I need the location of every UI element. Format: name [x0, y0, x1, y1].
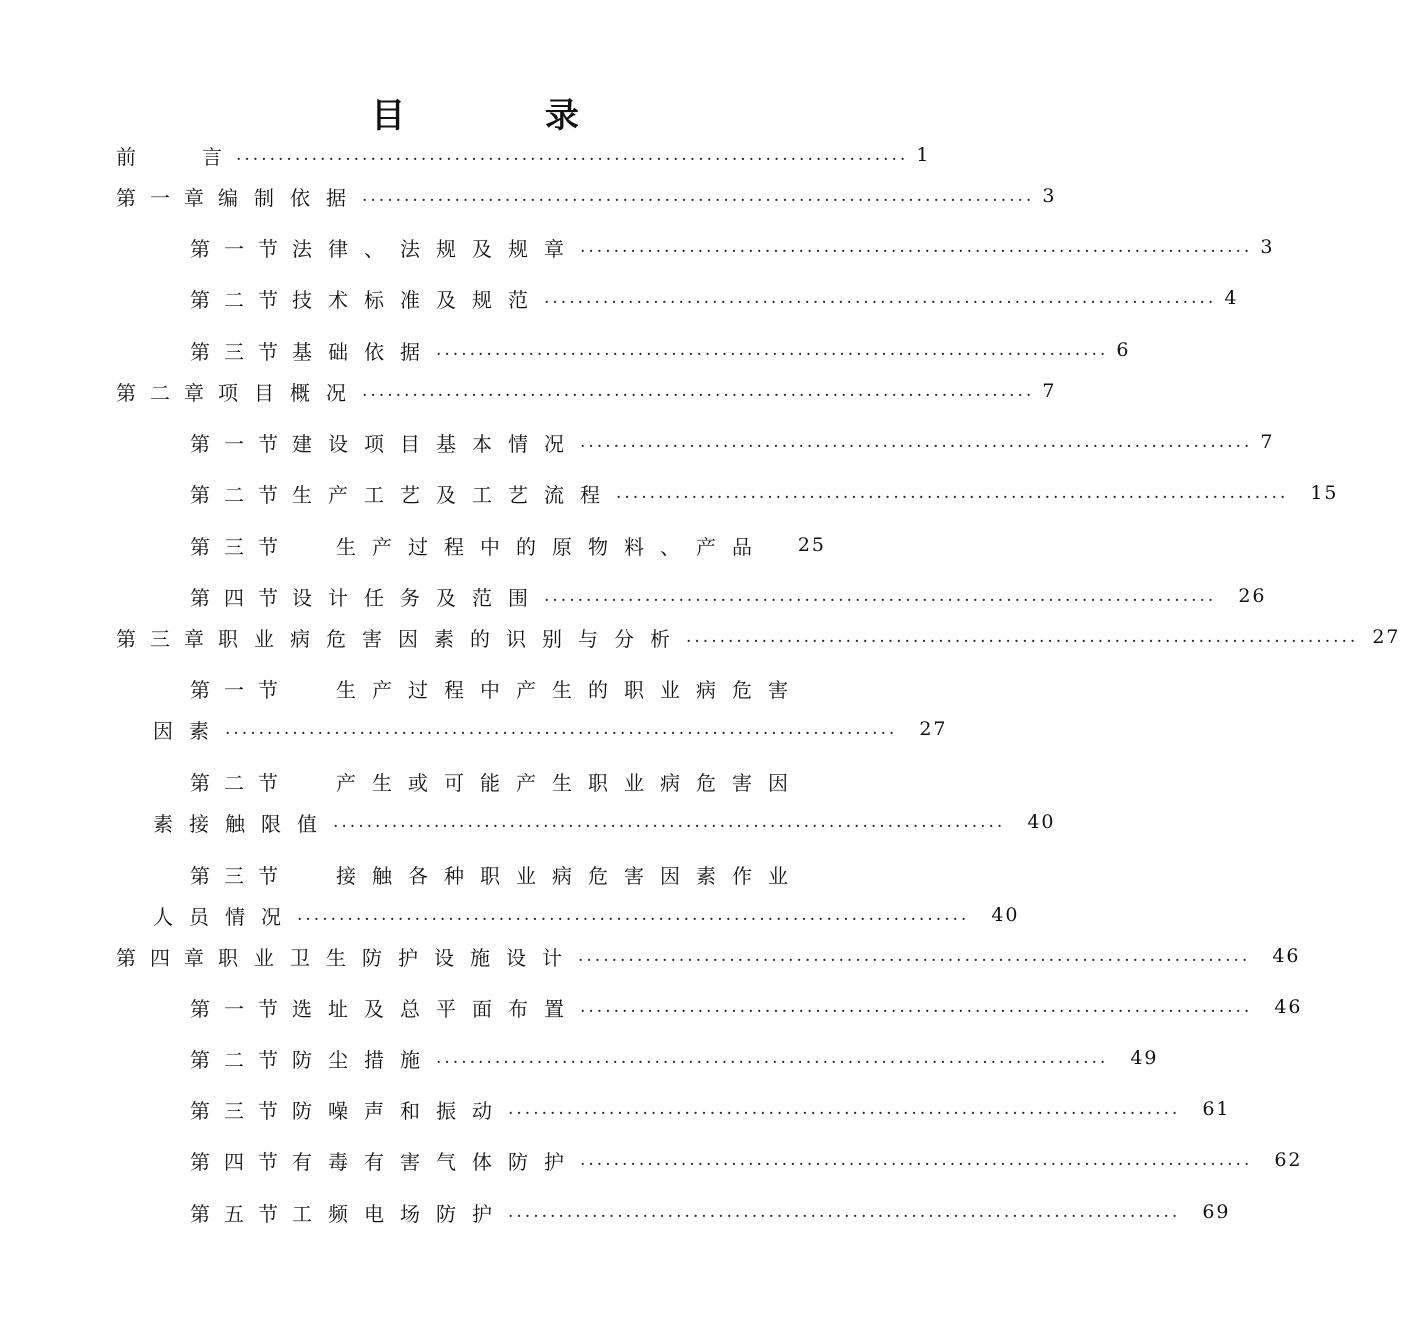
- entry-title: 法律、法规及规章: [292, 236, 580, 261]
- entry-title: 工频电场防护: [292, 1201, 508, 1226]
- toc-entry-continuation[interactable]: [153, 807, 1056, 837]
- section-label: 第一节: [190, 677, 292, 702]
- toc-entry-continuation[interactable]: [153, 900, 1020, 930]
- entry-title: 职业卫生防护设施设计: [218, 945, 578, 970]
- leader-dots: ................................................................................: [436, 340, 1109, 360]
- leader-dots: ................................................................................: [362, 186, 1035, 206]
- entry-title: 选址及总平面布置: [292, 996, 580, 1021]
- toc-entry-section[interactable]: [190, 478, 1339, 508]
- leader-dots: ................................................................................: [362, 381, 1035, 401]
- toc-entry-chapter[interactable]: [116, 181, 1057, 211]
- leader-dots: ................................................................................: [333, 812, 1006, 832]
- entry-title: 建设项目基本情况: [292, 431, 580, 456]
- entry-title: 接触各种职业病危害因素作业: [336, 863, 804, 888]
- section-label: 第二节: [190, 287, 292, 312]
- entry-title: 技术标准及规范: [292, 287, 544, 312]
- toc-entry-section[interactable]: [190, 427, 1275, 457]
- toc-entry-section[interactable]: [190, 1094, 1231, 1124]
- section-label: 第三节: [190, 863, 292, 888]
- toc-entry-section[interactable]: [190, 232, 1275, 262]
- section-label: 第一节: [190, 236, 292, 261]
- leader-dots: ................................................................................: [236, 145, 909, 165]
- toc-entry-section[interactable]: [190, 530, 826, 560]
- page-number: 25: [797, 534, 826, 556]
- entry-title: 职业病危害因素的识别与分析: [218, 626, 686, 651]
- page-number: 26: [1238, 585, 1267, 607]
- preface-label: 前: [116, 144, 136, 169]
- page-number: 4: [1224, 287, 1239, 309]
- leader-dots: ................................................................................: [544, 586, 1217, 606]
- page-number: 40: [1027, 811, 1056, 833]
- page-number: 27: [919, 718, 948, 740]
- chapter-label: 第四章: [116, 945, 218, 970]
- entry-title-continued: 人员情况: [153, 904, 297, 929]
- leader-dots: ................................................................................: [436, 1048, 1109, 1068]
- leader-dots: ................................................................................: [580, 237, 1253, 257]
- toc-entry-chapter[interactable]: [116, 622, 1401, 652]
- toc-entry-section[interactable]: [190, 1043, 1159, 1073]
- leader-dots: ................................................................................: [508, 1099, 1181, 1119]
- entry-title: 防噪声和振动: [292, 1098, 508, 1123]
- page-number: 49: [1130, 1047, 1159, 1069]
- preface-label-2: 言: [202, 144, 222, 169]
- entry-title-continued: 素接触限值: [153, 811, 333, 836]
- page-number: 62: [1274, 1149, 1303, 1171]
- page-number: 3: [1260, 236, 1275, 258]
- page-number: 15: [1310, 482, 1339, 504]
- leader-dots: ................................................................................: [297, 905, 970, 925]
- entry-title: 生产工艺及工艺流程: [292, 482, 616, 507]
- toc-entry-section[interactable]: [190, 1197, 1231, 1227]
- chapter-label: 第一章: [116, 185, 218, 210]
- page-number: 69: [1202, 1201, 1231, 1223]
- leader-dots: ................................................................................: [580, 1150, 1253, 1170]
- section-label: 第四节: [190, 1149, 292, 1174]
- leader-dots: ................................................................................: [578, 946, 1251, 966]
- section-label: 第一节: [190, 996, 292, 1021]
- toc-entry-section[interactable]: [190, 335, 1131, 365]
- page-number: 27: [1372, 626, 1401, 648]
- entry-title: 基础依据: [292, 339, 436, 364]
- page-number: 7: [1260, 431, 1275, 453]
- toc-entry-section[interactable]: [190, 581, 1267, 611]
- toc-entry-section[interactable]: [190, 673, 830, 703]
- toc-entry-preface[interactable]: [116, 140, 931, 170]
- section-label: 第五节: [190, 1201, 292, 1226]
- entry-title: 项目概况: [218, 380, 362, 405]
- page-number: 3: [1042, 185, 1057, 207]
- page-number: 46: [1272, 945, 1301, 967]
- toc-entry-chapter[interactable]: [116, 941, 1301, 971]
- chapter-label: 第三章: [116, 626, 218, 651]
- leader-dots: ................................................................................: [580, 997, 1253, 1017]
- entry-title: 防尘措施: [292, 1047, 436, 1072]
- toc-entry-section[interactable]: [190, 283, 1239, 313]
- section-label: 第二节: [190, 1047, 292, 1072]
- page-number: 6: [1116, 339, 1131, 361]
- leader-dots: ................................................................................: [225, 719, 898, 739]
- page-number: 61: [1202, 1098, 1231, 1120]
- section-label: 第三节: [190, 534, 292, 559]
- entry-title: 设计任务及范围: [292, 585, 544, 610]
- chapter-label: 第二章: [116, 380, 218, 405]
- section-label: 第四节: [190, 585, 292, 610]
- page-number: 1: [916, 144, 931, 166]
- entry-title-continued: 因素: [153, 718, 225, 743]
- entry-title: 生产过程中产生的职业病危害: [336, 677, 804, 702]
- page-number: 46: [1274, 996, 1303, 1018]
- entry-title: 编制依据: [218, 185, 362, 210]
- toc-entry-section[interactable]: [190, 992, 1303, 1022]
- leader-dots: ................................................................................: [616, 483, 1289, 503]
- leader-dots: ................................................................................: [686, 627, 1359, 647]
- leader-dots: ................................................................................: [580, 432, 1253, 452]
- section-label: 第一节: [190, 431, 292, 456]
- leader-dots: ................................................................................: [544, 288, 1217, 308]
- page-number: 40: [991, 904, 1020, 926]
- page-number: 7: [1042, 380, 1057, 402]
- section-label: 第三节: [190, 339, 292, 364]
- entry-title: 生产过程中的原物料、产品: [336, 534, 768, 559]
- toc-entry-section[interactable]: [190, 1145, 1303, 1175]
- toc-entry-chapter[interactable]: [116, 376, 1057, 406]
- entry-title: 有毒有害气体防护: [292, 1149, 580, 1174]
- toc-entry-continuation[interactable]: [153, 714, 948, 744]
- toc-entry-section[interactable]: [190, 859, 830, 889]
- leader-dots: ................................................................................: [508, 1202, 1181, 1222]
- entry-title: 产生或可能产生职业病危害因: [336, 770, 804, 795]
- section-label: 第二节: [190, 770, 292, 795]
- section-label: 第二节: [190, 482, 292, 507]
- section-label: 第三节: [190, 1098, 292, 1123]
- toc-title: 目 录: [371, 96, 643, 136]
- toc-entry-section[interactable]: [190, 766, 830, 796]
